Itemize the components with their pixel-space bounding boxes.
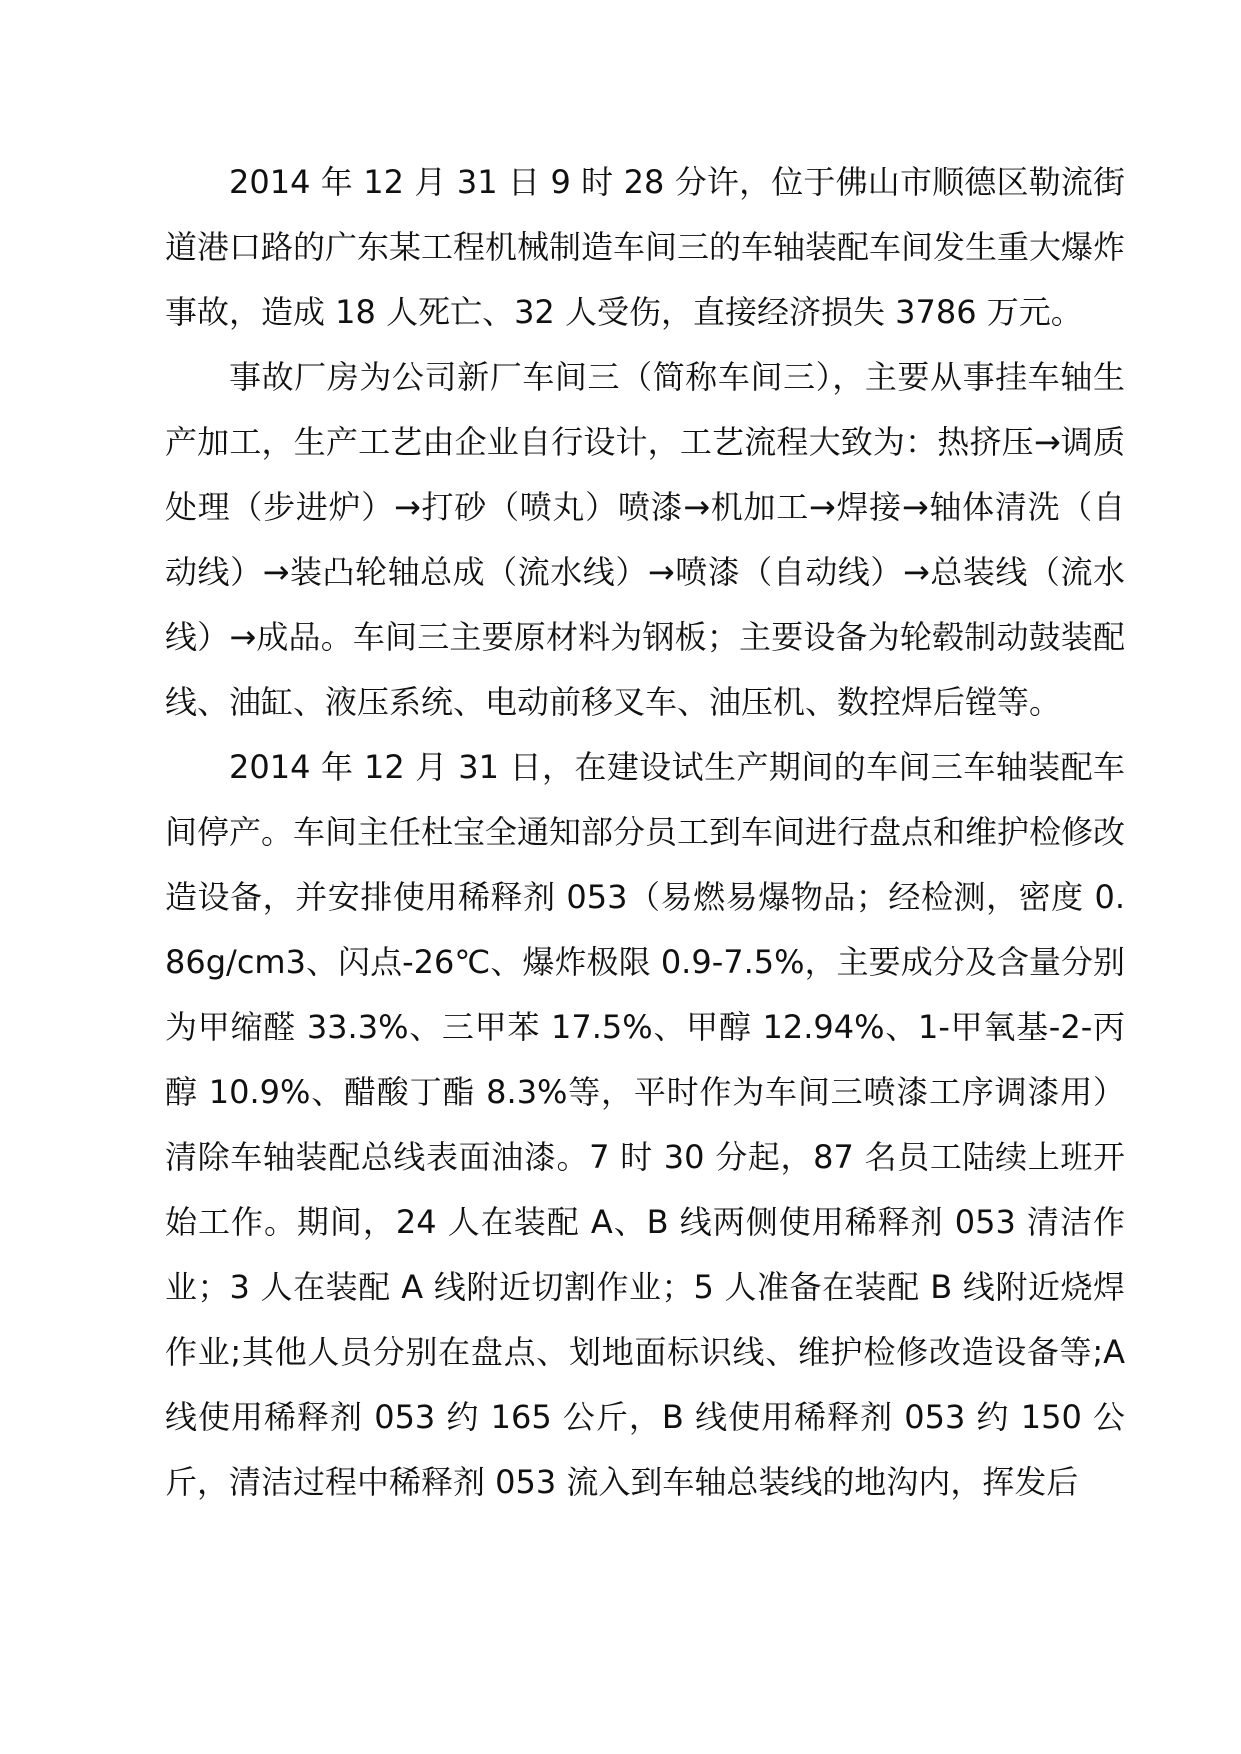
paragraph-accident-summary: 2014 年 12 月 31 日 9 时 28 分许，位于佛山市顺德区勒流街道港口路的广东某工程机械制造车间三的车轴装配车间发生重大爆炸事故，造成 18 人死亡、32 人受伤，直接经济损失 3786 万元。 <box>165 163 1126 331</box>
document-body <box>165 150 1125 1515</box>
paragraph-accident-process: 2014 年 12 月 31 日，在建设试生产期间的车间三车轴装配车间停产。车间主任杜宝全通知部分员工到车间进行盘点和维护检修改造设备，并安排使用稀释剂 053（易燃易爆物品；经检测，密度 0.86g/cm3、闪点-26℃、爆炸极限 0.9-7.5%，主要成分及含量分别为甲缩醛 33.3%、三甲苯 17.5%、甲醇 12.94%、1-甲氧基-2-丙醇 10.9%、醋酸丁酯 8.3%等，平时作为车间三喷漆工序调漆用）清除车轴装配总线表面油漆。7 时 30 分起，87 名员工陆续上班开始工作。期间，24 人在装配 A、B 线两侧使用稀释剂 053 清洁作业；3 人在装配 A 线附近切割作业；5 人准备在装配 B 线附近烧焊作业;其他人员分别在盘点、划地面标识线、维护检修改造设备等;A 线使用稀释剂 053 约 165 公斤，B 线使用稀释剂 053 约 150 公斤，清洁过程中稀释剂 053 流入到车轴总装线的地沟内，挥发后 <box>165 748 1126 1501</box>
paragraph-workshop-description: 事故厂房为公司新厂车间三（简称车间三），主要从事挂车轴生产加工，生产工艺由企业自行设计，工艺流程大致为：热挤压→调质处理（步进炉）→打砂（喷丸）喷漆→机加工→焊接→轴体清洗（自动线）→装凸轮轴总成（流水线）→喷漆（自动线）→总装线（流水线）→成品。车间三主要原材料为钢板；主要设备为轮毂制动鼓装配线、油缸、液压系统、电动前移叉车、油压机、数控焊后镗等。 <box>165 358 1125 721</box>
